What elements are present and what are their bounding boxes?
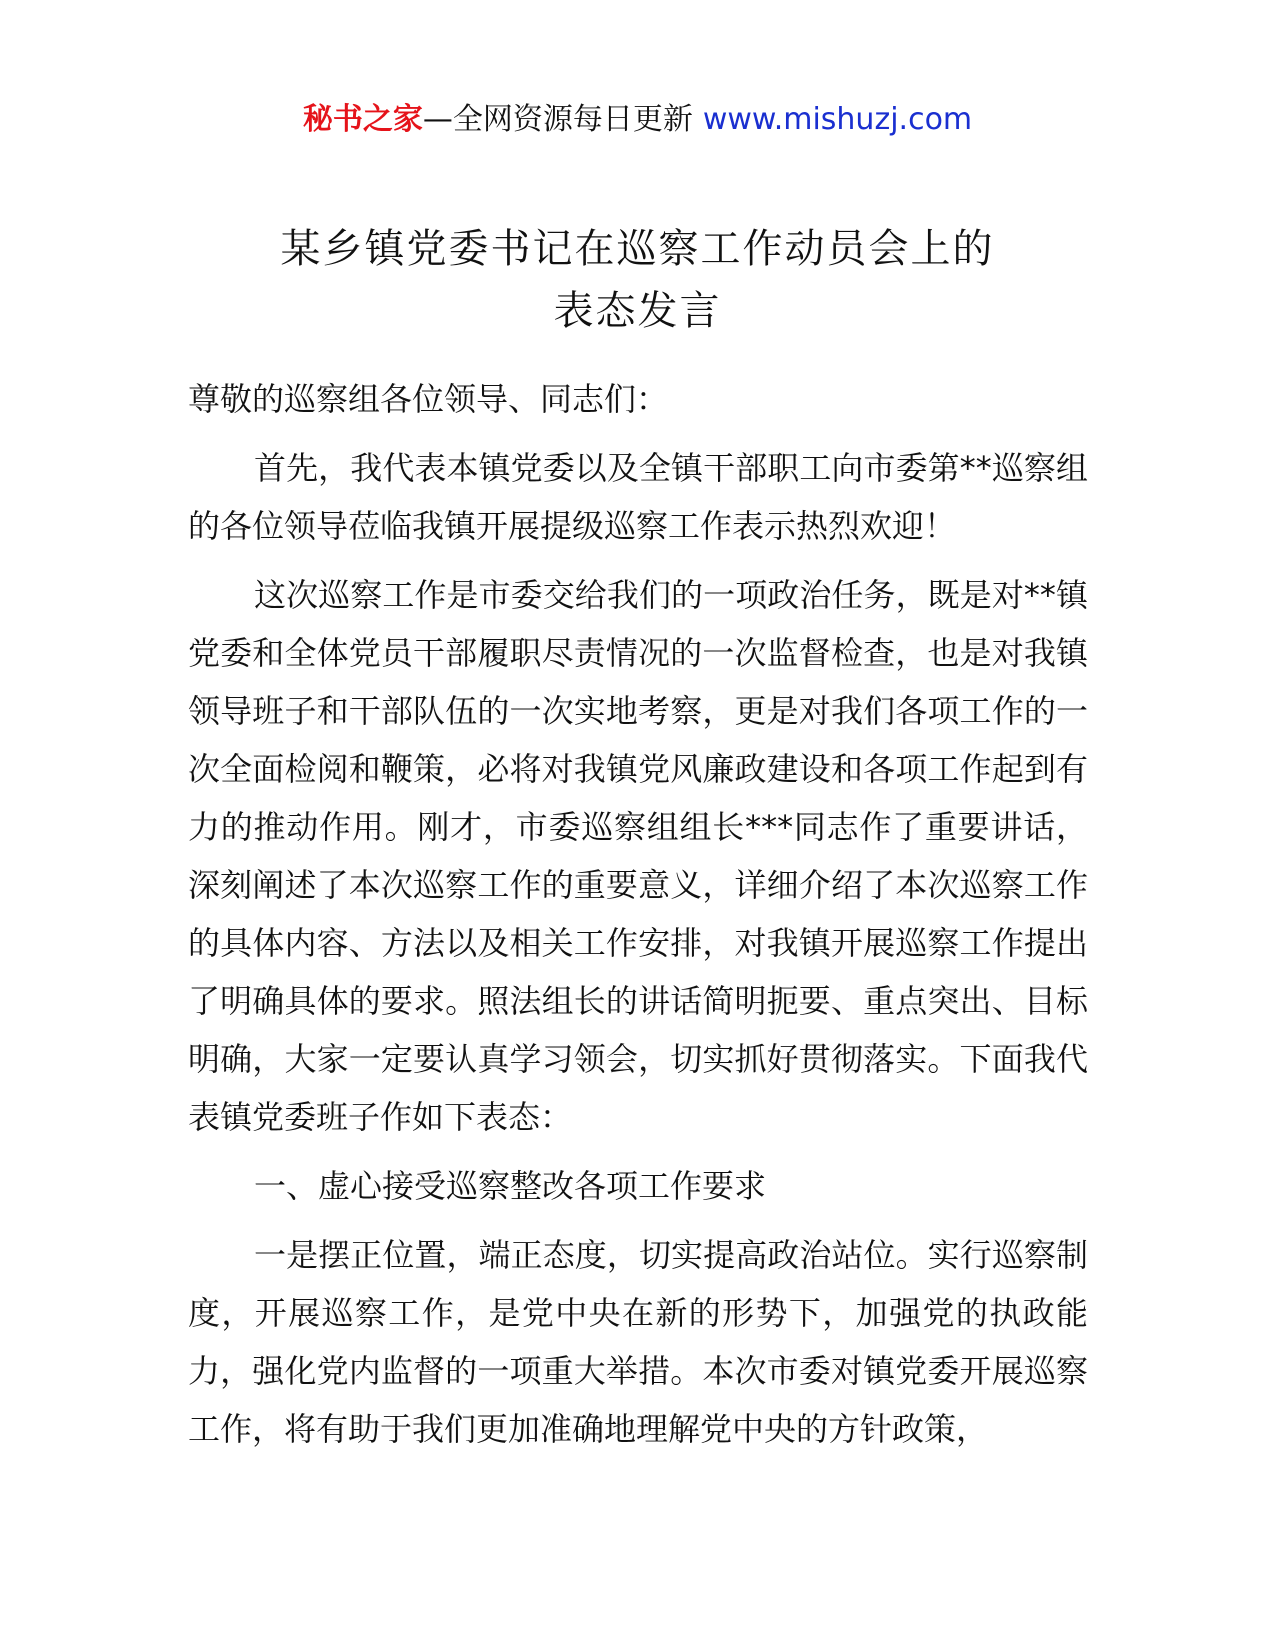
- document-body: [188, 370, 1088, 1469]
- paragraph-welcome: 首先，我代表本镇党委以及全镇干部职工向市委第**巡察组的各位领导莅临我镇开展提级巡察工作表示热烈欢迎！: [188, 449, 1088, 545]
- salutation: 尊敬的巡察组各位领导、同志们：: [188, 380, 669, 418]
- title-line-1: 某乡镇党委书记在巡察工作动员会上的: [280, 226, 995, 272]
- document-title: [0, 218, 1275, 342]
- site-url-link[interactable]: www.mishuzj.com: [702, 102, 973, 137]
- section-heading-1: 一、虚心接受巡察整改各项工作要求: [254, 1167, 767, 1205]
- site-header: [0, 100, 1275, 140]
- brand-name: 秘书之家: [302, 102, 423, 137]
- paragraph-point-1: 一是摆正位置，端正态度，切实提高政治站位。实行巡察制度，开展巡察工作，是党中央在新的形势下，加强党的执政能力，强化党内监督的一项重大举措。本次市委对镇党委开展巡察工作，将有助于我们更加准确地理解党中央的方针政策，: [188, 1236, 1088, 1448]
- title-line-2: 表态发言: [553, 288, 722, 334]
- header-slogan: —全网资源每日更新: [422, 102, 693, 137]
- paragraph-significance: 这次巡察工作是市委交给我们的一项政治任务，既是对**镇党委和全体党员干部履职尽责情况的一次监督检查，也是对我镇领导班子和干部队伍的一次实地考察，更是对我们各项工作的一次全面检阅和鞭策，必将对我镇党风廉政建设和各项工作起到有力的推动作用。刚才，市委巡察组组长***同志作了重要讲话，深刻阐述了本次巡察工作的重要意义，详细介绍了本次巡察工作的具体内容、方法以及相关工作安排，对我镇开展巡察工作提出了明确具体的要求。照法组长的讲话简明扼要、重点突出、目标明确，大家一定要认真学习领会，切实抓好贯彻落实。下面我代表镇党委班子作如下表态：: [188, 576, 1088, 1136]
